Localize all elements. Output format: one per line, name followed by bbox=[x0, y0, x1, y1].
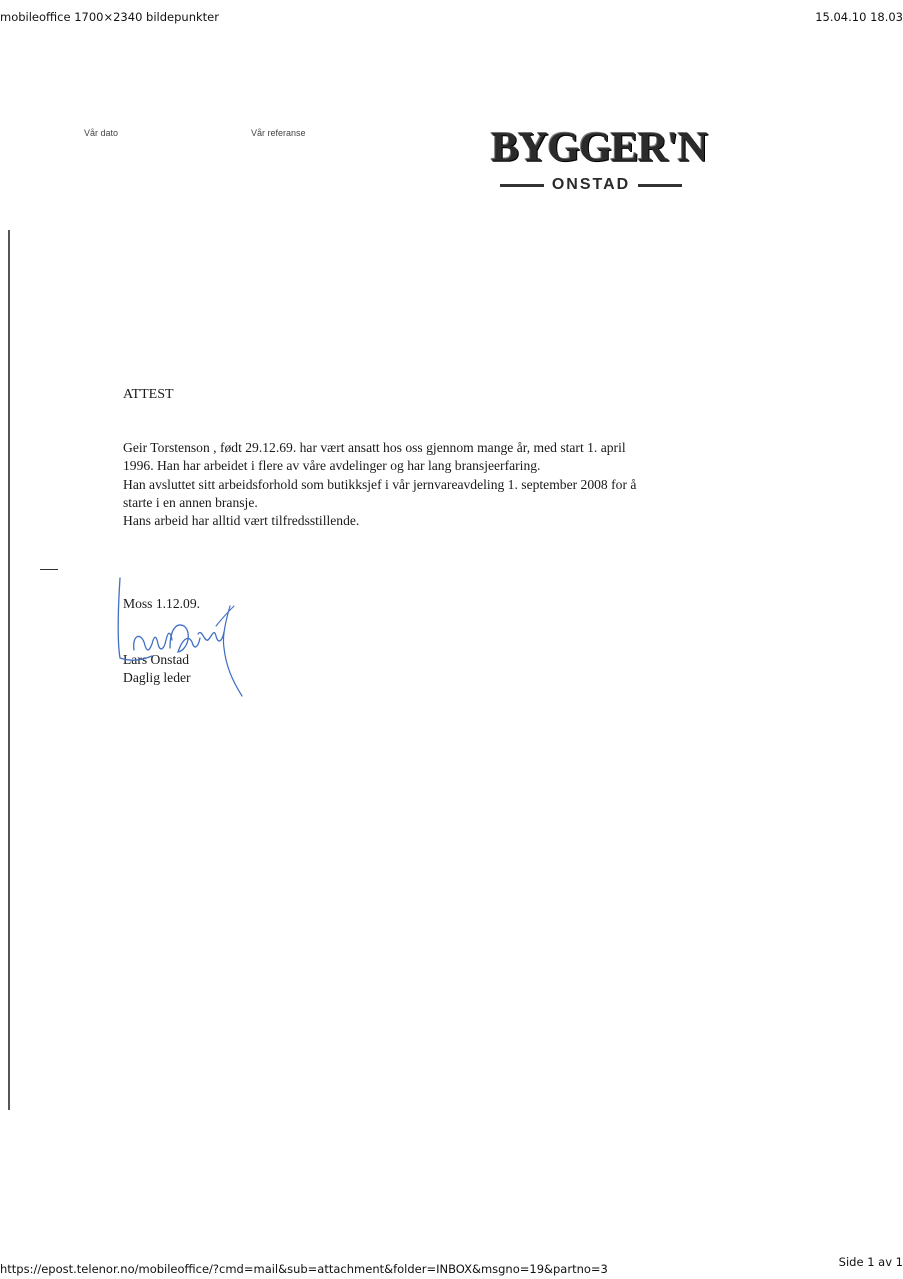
body-line: Hans arbeid har alltid vært tilfredsstillende. bbox=[123, 513, 360, 529]
body-line: Geir Torstenson , født 29.12.69. har vært ansatt hos oss gjennom mange år, med start 1. april bbox=[123, 440, 626, 455]
handwritten-signature bbox=[112, 570, 247, 700]
body-line: 1996. Han har arbeidet i flere av våre avdelinger og har lang bransjeerfaring. bbox=[123, 458, 541, 474]
reference-label: Vår referanse bbox=[251, 128, 306, 138]
logo-subline bbox=[488, 175, 694, 195]
logo-rule-right bbox=[638, 184, 682, 187]
print-footer-url: https://epost.telenor.no/mobileoffice/?cmd=mail&sub=attachment&folder=INBOX&msgno=19&partno=3 bbox=[0, 1262, 608, 1276]
body-line: starte i en annen bransje. bbox=[123, 494, 258, 510]
signer-name: Lars Onstad bbox=[123, 651, 190, 667]
logo-rule-left bbox=[500, 184, 544, 187]
scan-mark bbox=[40, 569, 58, 570]
company-logo bbox=[488, 125, 708, 196]
logo-subtext: ONSTAD bbox=[551, 176, 631, 193]
date-label: Vår dato bbox=[84, 128, 119, 138]
print-footer-page: Side 1 av 1 bbox=[838, 1255, 903, 1269]
document-title: ATTEST bbox=[123, 387, 174, 402]
document-body bbox=[123, 439, 713, 530]
signer-title: Daglig leder bbox=[123, 670, 191, 685]
print-header-timestamp: 15.04.10 18.03 bbox=[815, 10, 903, 24]
body-line: Han avsluttet sitt arbeidsforhold som butikksjef i vår jernvareavdeling 1. september 2008 for å bbox=[123, 476, 637, 492]
print-header-title: mobileoffice 1700×2340 bildepunkter bbox=[0, 10, 219, 24]
place-date: Moss 1.12.09. bbox=[123, 596, 201, 611]
logo-wordmark: BYGGER'N bbox=[491, 125, 708, 171]
scan-edge-line bbox=[8, 230, 10, 1110]
